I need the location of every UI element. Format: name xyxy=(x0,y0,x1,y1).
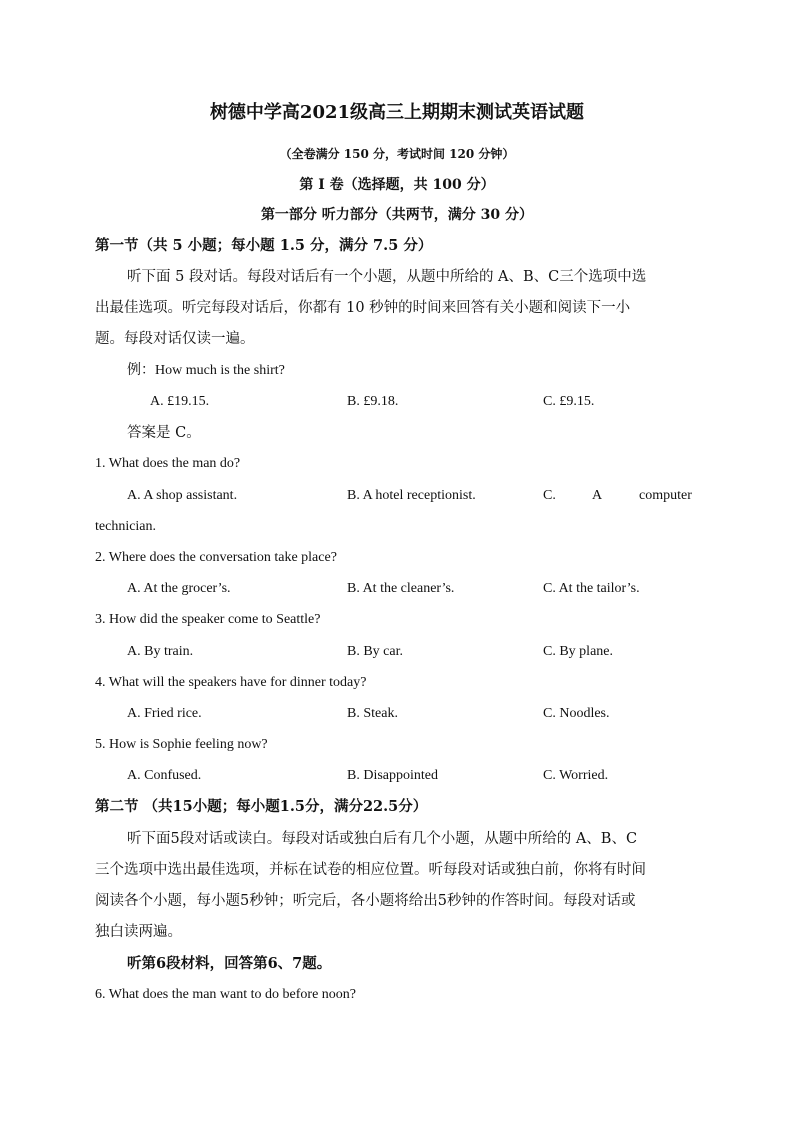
q3-option-c: C. By plane. xyxy=(543,644,613,659)
q1-option-c-letter: C. xyxy=(543,488,556,503)
part-heading: 第一部分 听力部分（共两节，满分 30 分） xyxy=(260,207,534,223)
q1-option-b: B. A hotel receptionist. xyxy=(347,488,476,503)
q1-option-c-continuation: technician. xyxy=(95,519,157,534)
section1-heading: 第一节（共 5 小题；每小题 1.5 分，满分 7.5 分） xyxy=(95,237,433,254)
example-option-c: C. £9.15. xyxy=(543,394,595,409)
question-6: 6. What does the man want to do before noon? xyxy=(95,987,357,1002)
question-2: 2. Where does the conversation take place? xyxy=(95,550,337,565)
section2-heading: 第二节 （共15小题；每小题1.5分，满分22.5分） xyxy=(95,798,428,815)
section2-instruction-line2: 三个选项中选出最佳选项，并标在试卷的相应位置。听每段对话或独白前，你将有时间 xyxy=(95,862,646,878)
q2-option-c: C. At the tailor’s. xyxy=(543,581,640,596)
q3-option-a: A. By train. xyxy=(127,644,194,659)
material-heading: 听第6段材料，回答第6、7题。 xyxy=(127,955,332,972)
q4-option-c: C. Noodles. xyxy=(543,706,610,721)
q2-option-a: A. At the grocer’s. xyxy=(127,581,231,596)
example-option-b: B. £9.18. xyxy=(347,394,399,409)
example-question: 例：How much is the shirt? xyxy=(127,363,285,378)
q1-option-c-word2: computer xyxy=(639,488,692,503)
question-5: 5. How is Sophie feeling now? xyxy=(95,737,268,752)
section2-instruction-line4: 独白读两遍。 xyxy=(95,924,182,940)
q4-option-a: A. Fried rice. xyxy=(127,706,202,721)
q5-option-c: C. Worried. xyxy=(543,768,609,783)
question-3: 3. How did the speaker come to Seattle? xyxy=(95,612,321,627)
question-4: 4. What will the speakers have for dinner today? xyxy=(95,675,367,690)
page-title: 树德中学高2021级高三上期期末测试英语试题 xyxy=(209,102,585,123)
section2-instruction-line1: 听下面5段对话或读白。每段对话或独白后有几个小题，从题中所给的 A、B、C xyxy=(127,831,638,847)
example-option-a: A. £19.15. xyxy=(150,394,210,409)
q2-option-b: B. At the cleaner’s. xyxy=(347,581,455,596)
q5-option-a: A. Confused. xyxy=(127,768,202,783)
section2-instruction-line3: 阅读各个小题，每小题5秒钟；听完后，各小题将给出5秒钟的作答时间。每段对话或 xyxy=(95,893,636,909)
q1-option-c-word1: A xyxy=(592,488,603,503)
section1-instruction-line1: 听下面 5 段对话。每段对话后有一个小题，从题中所给的 A、B、C三个选项中选 xyxy=(127,269,647,285)
exam-info: （全卷满分 150 分，考试时间 120 分钟） xyxy=(279,147,515,161)
q3-option-b: B. By car. xyxy=(347,644,403,659)
q1-option-a: A. A shop assistant. xyxy=(127,488,238,503)
volume-heading: 第 I 卷（选择题，共 100 分） xyxy=(299,177,495,193)
example-answer: 答案是 C。 xyxy=(127,425,201,441)
section1-instruction-line3: 题。每段对话仅读一遍。 xyxy=(95,331,255,347)
question-1: 1. What does the man do? xyxy=(95,456,241,471)
section1-instruction-line2: 出最佳选项。听完每段对话后，你都有 10 秒钟的时间来回答有关小题和阅读下一小 xyxy=(95,300,631,316)
q4-option-b: B. Steak. xyxy=(347,706,398,721)
q5-option-b: B. Disappointed xyxy=(347,768,438,783)
